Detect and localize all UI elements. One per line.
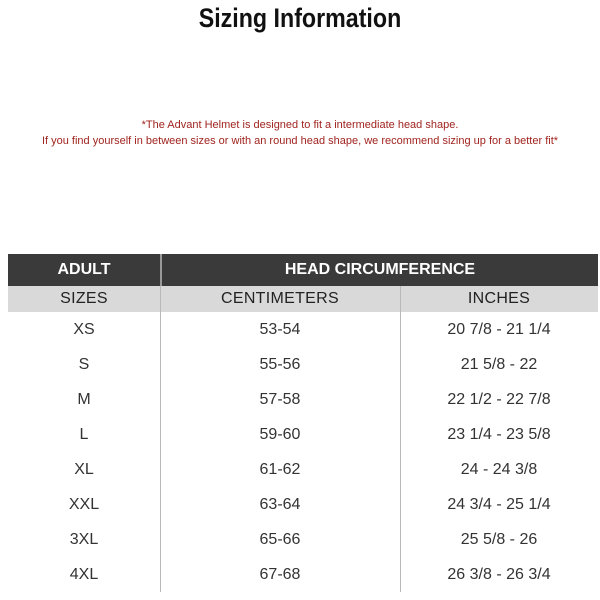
table-row — [8, 522, 598, 557]
fit-note-line-1: *The Advant Helmet is designed to fit a intermediate head shape. — [141, 119, 459, 131]
column-header-inches: INCHES — [467, 290, 531, 307]
column-header-sizes: SIZES — [60, 290, 108, 307]
inches-cell: 26 3/8 - 26 3/4 — [447, 565, 551, 583]
centimeters-cell: 59-60 — [259, 425, 301, 443]
size-cell: XL — [74, 460, 94, 478]
fit-note-line-2: If you find yourself in between sizes or with an round head shape, we recommend sizing up for a better fit* — [41, 135, 559, 147]
header-head-circumference: HEAD CIRCUMFERENCE — [284, 261, 476, 278]
table-row — [8, 312, 598, 347]
table-row — [8, 487, 598, 522]
table-row — [8, 417, 598, 452]
table-subheader-row — [8, 286, 598, 312]
centimeters-cell: 61-62 — [259, 460, 301, 478]
page-title: Sizing Information — [198, 2, 402, 33]
size-cell: XS — [73, 320, 95, 338]
table-row — [8, 557, 598, 592]
inches-cell: 21 5/8 - 22 — [460, 355, 538, 373]
size-cell: 3XL — [69, 530, 99, 548]
inches-cell: 22 1/2 - 22 7/8 — [447, 390, 551, 408]
table-header-row — [8, 254, 598, 286]
centimeters-cell: 67-68 — [259, 565, 301, 583]
centimeters-cell: 63-64 — [259, 495, 301, 513]
inches-cell: 24 3/4 - 25 1/4 — [447, 495, 551, 513]
size-cell: XXL — [68, 495, 100, 513]
size-cell: 4XL — [69, 565, 99, 583]
inches-cell: 23 1/4 - 23 5/8 — [447, 425, 551, 443]
inches-cell: 24 - 24 3/8 — [460, 460, 538, 478]
column-header-centimeters: CENTIMETERS — [221, 290, 339, 307]
centimeters-cell: 53-54 — [259, 320, 301, 338]
table-row — [8, 382, 598, 417]
centimeters-cell: 57-58 — [259, 390, 301, 408]
size-cell: S — [78, 355, 90, 373]
size-cell: L — [79, 425, 89, 443]
table-row — [8, 452, 598, 487]
inches-cell: 25 5/8 - 26 — [460, 530, 538, 548]
sizing-table — [8, 254, 598, 592]
header-adult: ADULT — [57, 261, 111, 278]
inches-cell: 20 7/8 - 21 1/4 — [447, 320, 551, 338]
table-row — [8, 347, 598, 382]
centimeters-cell: 65-66 — [259, 530, 301, 548]
size-cell: M — [77, 390, 91, 408]
centimeters-cell: 55-56 — [259, 355, 301, 373]
